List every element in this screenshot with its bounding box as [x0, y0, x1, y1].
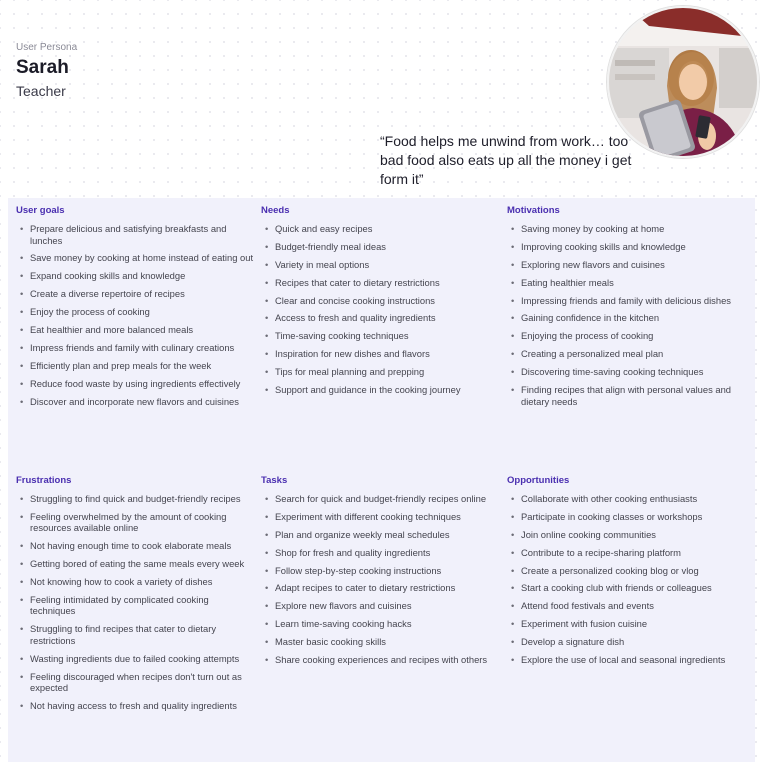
list-item: • Explore the use of local and seasonal ingredients: [507, 654, 745, 666]
section-title: Frustrations: [16, 475, 72, 486]
section-needs: [261, 205, 499, 402]
list-item: • Create a diverse repertoire of recipes: [16, 288, 254, 300]
list-item: • Start a cooking club with friends or colleagues: [507, 582, 745, 594]
list-item: • Discover and incorporate new flavors and cuisines: [16, 396, 254, 408]
section-title: User goals: [16, 205, 65, 216]
section-frustrations: [16, 475, 254, 718]
list-item: • Struggling to find recipes that cater to dietary restrictions: [16, 623, 254, 646]
list-item: • Create a personalized cooking blog or vlog: [507, 565, 745, 577]
section-list: [16, 493, 254, 712]
persona-name: Sarah: [16, 57, 69, 78]
section-tasks: [261, 475, 499, 672]
list-item: • Time-saving cooking techniques: [261, 330, 499, 342]
list-item: • Search for quick and budget-friendly recipes online: [261, 493, 499, 505]
list-item: • Finding recipes that align with personal values and dietary needs: [507, 384, 745, 407]
list-item: • Participate in cooking classes or workshops: [507, 511, 745, 523]
list-item: • Wasting ingredients due to failed cooking attempts: [16, 653, 254, 665]
section-motivations: [507, 205, 745, 413]
list-item: • Eating healthier meals: [507, 277, 745, 289]
list-item: • Impressing friends and family with delicious dishes: [507, 295, 745, 307]
list-item: • Save money by cooking at home instead of eating out: [16, 252, 254, 264]
section-list: [507, 223, 745, 407]
section-title: Opportunities: [507, 475, 570, 486]
list-item: • Exploring new flavors and cuisines: [507, 259, 745, 271]
section-title: Needs: [261, 205, 290, 216]
list-item: • Experiment with fusion cuisine: [507, 618, 745, 630]
section-user-goals: [16, 205, 254, 413]
persona-details-panel: [8, 198, 755, 762]
list-item: • Efficiently plan and prep meals for the week: [16, 360, 254, 372]
list-item: • Reduce food waste by using ingredients effectively: [16, 378, 254, 390]
list-item: • Enjoying the process of cooking: [507, 330, 745, 342]
list-item: • Saving money by cooking at home: [507, 223, 745, 235]
list-item: • Not having enough time to cook elaborate meals: [16, 540, 254, 552]
list-item: • Shop for fresh and quality ingredients: [261, 547, 499, 559]
list-item: • Feeling intimidated by complicated cooking techniques: [16, 594, 254, 617]
list-item: • Access to fresh and quality ingredients: [261, 312, 499, 324]
section-list: [507, 493, 745, 666]
list-item: • Not having access to fresh and quality ingredients: [16, 700, 254, 712]
list-item: • Budget-friendly meal ideas: [261, 241, 499, 253]
list-item: • Feeling discouraged when recipes don't turn out as expected: [16, 671, 254, 694]
section-list: [261, 223, 499, 396]
list-item: • Master basic cooking skills: [261, 636, 499, 648]
list-item: • Follow step-by-step cooking instructions: [261, 565, 499, 577]
list-item: • Plan and organize weekly meal schedules: [261, 529, 499, 541]
list-item: • Quick and easy recipes: [261, 223, 499, 235]
list-item: • Recipes that cater to dietary restrictions: [261, 277, 499, 289]
list-item: • Gaining confidence in the kitchen: [507, 312, 745, 324]
persona-quote: “Food helps me unwind from work… too bad food also eats up all the money i get form it”: [380, 133, 632, 187]
list-item: • Enjoy the process of cooking: [16, 306, 254, 318]
list-item: • Feeling overwhelmed by the amount of cooking resources available online: [16, 511, 254, 534]
section-opportunities: [507, 475, 745, 672]
list-item: • Tips for meal planning and prepping: [261, 366, 499, 378]
list-item: • Inspiration for new dishes and flavors: [261, 348, 499, 360]
list-item: • Expand cooking skills and knowledge: [16, 270, 254, 282]
list-item: • Prepare delicious and satisfying breakfasts and lunches: [16, 223, 254, 246]
list-item: • Discovering time-saving cooking techniques: [507, 366, 745, 378]
list-item: • Eat healthier and more balanced meals: [16, 324, 254, 336]
section-title: Motivations: [507, 205, 560, 216]
list-item: • Impress friends and family with culinary creations: [16, 342, 254, 354]
list-item: • Share cooking experiences and recipes with others: [261, 654, 499, 666]
section-title: Tasks: [261, 475, 288, 486]
list-item: • Experiment with different cooking techniques: [261, 511, 499, 523]
list-item: • Contribute to a recipe-sharing platform: [507, 547, 745, 559]
list-item: • Getting bored of eating the same meals every week: [16, 558, 254, 570]
list-item: • Develop a signature dish: [507, 636, 745, 648]
persona-kicker: User Persona: [16, 42, 78, 53]
persona-role: Teacher: [16, 83, 66, 99]
list-item: • Join online cooking communities: [507, 529, 745, 541]
list-item: • Variety in meal options: [261, 259, 499, 271]
list-item: • Learn time-saving cooking hacks: [261, 618, 499, 630]
list-item: • Creating a personalized meal plan: [507, 348, 745, 360]
list-item: • Collaborate with other cooking enthusiasts: [507, 493, 745, 505]
section-list: [261, 493, 499, 666]
list-item: • Clear and concise cooking instructions: [261, 295, 499, 307]
list-item: • Adapt recipes to cater to dietary restrictions: [261, 582, 499, 594]
list-item: • Struggling to find quick and budget-friendly recipes: [16, 493, 254, 505]
list-item: • Improving cooking skills and knowledge: [507, 241, 745, 253]
list-item: • Explore new flavors and cuisines: [261, 600, 499, 612]
section-list: [16, 223, 254, 407]
list-item: • Attend food festivals and events: [507, 600, 745, 612]
list-item: • Support and guidance in the cooking journey: [261, 384, 499, 396]
list-item: • Not knowing how to cook a variety of dishes: [16, 576, 254, 588]
